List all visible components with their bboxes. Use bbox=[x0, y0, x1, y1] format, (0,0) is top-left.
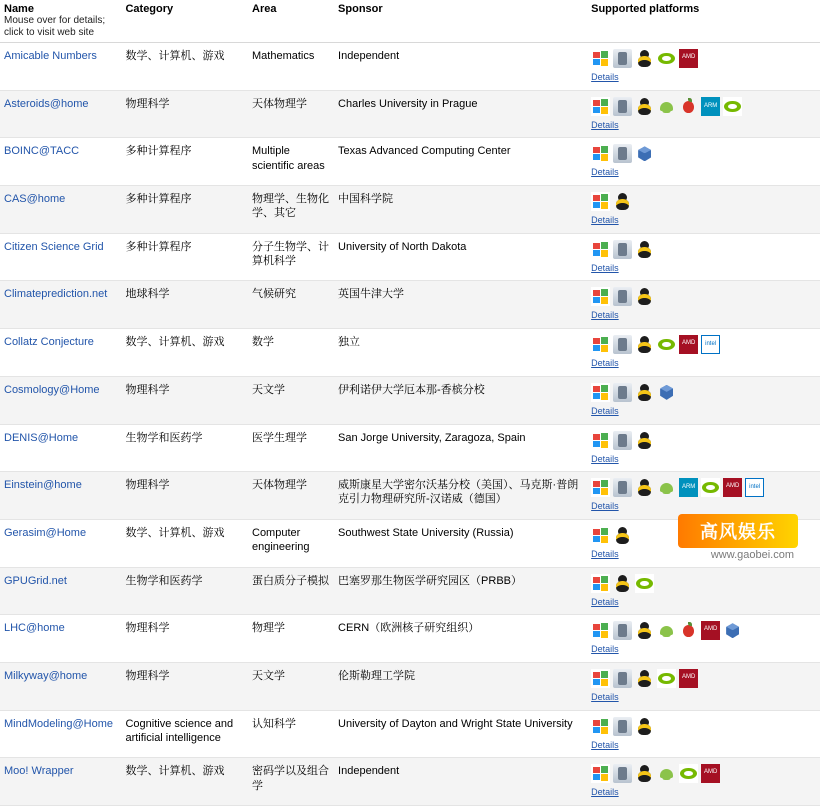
project-sponsor-cell: 威斯康星大学密尔沃基分校（美国）、马克斯·普朗克引力物理研究所-汉诺威（德国） bbox=[334, 472, 587, 520]
details-link[interactable]: Details bbox=[591, 310, 619, 321]
column-header-name-label: Name bbox=[4, 3, 34, 15]
platform-icon-list bbox=[591, 335, 816, 356]
virtualbox-icon bbox=[657, 383, 676, 402]
project-platforms-cell bbox=[587, 329, 820, 377]
nvidia-gpu-icon bbox=[657, 49, 676, 68]
mac-icon bbox=[613, 478, 632, 497]
project-link[interactable]: Gerasim@Home bbox=[4, 526, 87, 539]
platform-icon-list bbox=[591, 764, 816, 785]
platform-icon-list bbox=[591, 287, 816, 308]
nvidia-gpu-icon bbox=[657, 669, 676, 688]
project-link[interactable]: BOINC@TACC bbox=[4, 145, 80, 158]
table-row bbox=[0, 376, 820, 424]
watermark-site-text: www.gaobei.com bbox=[710, 549, 794, 561]
linux-icon bbox=[613, 574, 632, 593]
project-platforms-cell bbox=[587, 138, 820, 186]
platform-icon-list bbox=[591, 97, 816, 118]
android-icon bbox=[657, 97, 676, 116]
details-link[interactable]: Details bbox=[591, 691, 619, 702]
windows-icon bbox=[591, 526, 610, 545]
project-name-cell bbox=[0, 758, 121, 806]
project-area-cell: 数学 bbox=[248, 329, 334, 377]
windows-icon bbox=[591, 621, 610, 640]
column-header-category: Category bbox=[121, 0, 248, 43]
linux-icon bbox=[613, 192, 632, 211]
project-platforms-cell bbox=[587, 662, 820, 710]
project-area-cell: 物理学 bbox=[248, 615, 334, 663]
project-sponsor-cell: CERN（欧洲核子研究组织） bbox=[334, 615, 587, 663]
windows-icon bbox=[591, 383, 610, 402]
project-sponsor-cell: 伦斯勒理工学院 bbox=[334, 662, 587, 710]
intel-gpu-icon bbox=[701, 335, 720, 354]
table-body bbox=[0, 43, 820, 806]
mac-icon bbox=[613, 335, 632, 354]
project-name-cell bbox=[0, 519, 121, 567]
amd-gpu-icon bbox=[679, 669, 698, 688]
linux-icon bbox=[635, 764, 654, 783]
mac-icon bbox=[613, 287, 632, 306]
project-category-cell: 生物学和医药学 bbox=[121, 567, 248, 615]
mac-icon bbox=[613, 383, 632, 402]
linux-icon bbox=[635, 669, 654, 688]
project-area-cell: 天体物理学 bbox=[248, 90, 334, 138]
project-name-cell bbox=[0, 424, 121, 472]
nvidia-gpu-icon bbox=[701, 478, 720, 497]
watermark-logo-text: 高风娱乐 bbox=[700, 522, 776, 542]
nvidia-gpu-icon bbox=[657, 335, 676, 354]
table-row bbox=[0, 472, 820, 520]
amd-gpu-icon bbox=[679, 49, 698, 68]
mac-icon bbox=[613, 621, 632, 640]
platform-icon-list bbox=[591, 49, 816, 70]
project-name-cell bbox=[0, 567, 121, 615]
project-name-cell bbox=[0, 43, 121, 91]
project-category-cell: 数学、计算机、游戏 bbox=[121, 329, 248, 377]
platform-icon-list bbox=[591, 669, 816, 690]
details-link[interactable]: Details bbox=[591, 596, 619, 607]
project-name-cell bbox=[0, 233, 121, 281]
apple-icon bbox=[679, 621, 698, 640]
project-area-cell: 密码学以及组合学 bbox=[248, 758, 334, 806]
project-area-cell: 天文学 bbox=[248, 376, 334, 424]
windows-icon bbox=[591, 669, 610, 688]
linux-icon bbox=[635, 287, 654, 306]
mac-icon bbox=[613, 144, 632, 163]
project-name-cell bbox=[0, 472, 121, 520]
windows-icon bbox=[591, 97, 610, 116]
project-category-cell: 多种计算程序 bbox=[121, 233, 248, 281]
project-platforms-cell bbox=[587, 281, 820, 329]
project-name-cell bbox=[0, 615, 121, 663]
details-link[interactable]: Details bbox=[591, 787, 619, 798]
mac-icon bbox=[613, 97, 632, 116]
project-name-cell bbox=[0, 376, 121, 424]
project-category-cell: 多种计算程序 bbox=[121, 138, 248, 186]
project-area-cell: 医学生理学 bbox=[248, 424, 334, 472]
project-sponsor-cell: University of Dayton and Wright State University bbox=[334, 710, 587, 758]
platform-icon-list bbox=[591, 717, 816, 738]
table-row bbox=[0, 758, 820, 806]
table-row bbox=[0, 281, 820, 329]
project-link[interactable]: LHC@home bbox=[4, 622, 65, 635]
project-category-cell: 物理科学 bbox=[121, 472, 248, 520]
details-link[interactable]: Details bbox=[591, 167, 619, 178]
nvidia-gpu-icon bbox=[679, 764, 698, 783]
table-row bbox=[0, 662, 820, 710]
mac-icon bbox=[613, 717, 632, 736]
mac-icon bbox=[613, 240, 632, 259]
platform-icon-list bbox=[591, 431, 816, 452]
platform-icon-list bbox=[591, 192, 816, 213]
column-header-area: Area bbox=[248, 0, 334, 43]
column-header-name-hint: Mouse over for details; click to visit web site bbox=[4, 15, 106, 38]
project-platforms-cell bbox=[587, 472, 820, 520]
project-category-cell: 物理科学 bbox=[121, 376, 248, 424]
project-area-cell: 天体物理学 bbox=[248, 472, 334, 520]
windows-icon bbox=[591, 478, 610, 497]
table-row bbox=[0, 615, 820, 663]
project-sponsor-cell: Southwest State University (Russia) bbox=[334, 519, 587, 567]
project-link[interactable]: Einstein@home bbox=[4, 479, 82, 492]
project-area-cell: 蛋白质分子模拟 bbox=[248, 567, 334, 615]
project-category-cell: 物理科学 bbox=[121, 90, 248, 138]
windows-icon bbox=[591, 431, 610, 450]
amd-gpu-icon bbox=[723, 478, 742, 497]
arm-icon bbox=[679, 478, 698, 497]
linux-icon bbox=[635, 621, 654, 640]
platform-icon-list bbox=[591, 144, 816, 165]
project-platforms-cell bbox=[587, 424, 820, 472]
project-link[interactable]: Citizen Science Grid bbox=[4, 240, 104, 253]
details-link[interactable]: Details bbox=[591, 215, 619, 226]
mac-icon bbox=[613, 669, 632, 688]
column-header-name bbox=[0, 0, 121, 43]
project-link[interactable]: Collatz Conjecture bbox=[4, 336, 94, 349]
mac-icon bbox=[613, 431, 632, 450]
project-name-cell bbox=[0, 138, 121, 186]
project-name-cell bbox=[0, 281, 121, 329]
project-sponsor-cell: San Jorge University, Zaragoza, Spain bbox=[334, 424, 587, 472]
details-link[interactable]: Details bbox=[591, 644, 619, 655]
details-link[interactable]: Details bbox=[591, 501, 619, 512]
amd-gpu-icon bbox=[701, 764, 720, 783]
project-category-cell: 数学、计算机、游戏 bbox=[121, 758, 248, 806]
project-link[interactable]: Amicable Numbers bbox=[4, 50, 97, 62]
project-category-cell: 物理科学 bbox=[121, 662, 248, 710]
project-sponsor-cell: Independent bbox=[334, 43, 587, 91]
project-area-cell: 分子生物学、计算机科学 bbox=[248, 233, 334, 281]
windows-icon bbox=[591, 144, 610, 163]
project-area-cell: Mathematics bbox=[248, 43, 334, 91]
table-row bbox=[0, 424, 820, 472]
windows-icon bbox=[591, 574, 610, 593]
project-link[interactable]: GPUGrid.net bbox=[4, 574, 67, 587]
platform-icon-list bbox=[591, 478, 816, 499]
linux-icon bbox=[613, 526, 632, 545]
watermark-logo bbox=[678, 514, 798, 548]
column-header-platforms: Supported platforms bbox=[587, 0, 820, 43]
mac-icon bbox=[613, 764, 632, 783]
arm-icon bbox=[701, 97, 720, 116]
details-link[interactable]: Details bbox=[591, 119, 619, 130]
platform-icon-list bbox=[591, 383, 816, 404]
project-platforms-cell bbox=[587, 710, 820, 758]
project-category-cell: 数学、计算机、游戏 bbox=[121, 43, 248, 91]
table-row bbox=[0, 710, 820, 758]
windows-icon bbox=[591, 240, 610, 259]
project-name-cell bbox=[0, 329, 121, 377]
project-sponsor-cell: 中国科学院 bbox=[334, 186, 587, 234]
project-sponsor-cell: 独立 bbox=[334, 329, 587, 377]
apple-icon bbox=[679, 97, 698, 116]
details-link[interactable]: Details bbox=[591, 262, 619, 273]
windows-icon bbox=[591, 717, 610, 736]
project-link[interactable]: CAS@home bbox=[4, 193, 66, 206]
windows-icon bbox=[591, 764, 610, 783]
details-link[interactable]: Details bbox=[591, 358, 619, 369]
project-platforms-cell bbox=[587, 567, 820, 615]
table-row bbox=[0, 329, 820, 377]
project-link[interactable]: Asteroids@home bbox=[4, 97, 89, 110]
project-platforms-cell bbox=[587, 90, 820, 138]
windows-icon bbox=[591, 287, 610, 306]
platform-icon-list bbox=[591, 574, 816, 595]
project-area-cell: 认知科学 bbox=[248, 710, 334, 758]
project-platforms-cell bbox=[587, 615, 820, 663]
project-link[interactable]: Moo! Wrapper bbox=[4, 765, 74, 778]
mac-icon bbox=[613, 49, 632, 68]
virtualbox-icon bbox=[635, 144, 654, 163]
project-platforms-cell bbox=[587, 758, 820, 806]
table-header-row bbox=[0, 0, 820, 43]
table-row bbox=[0, 90, 820, 138]
windows-icon bbox=[591, 49, 610, 68]
android-icon bbox=[657, 764, 676, 783]
details-link[interactable]: Details bbox=[591, 548, 619, 559]
project-area-cell: 物理学、生物化学、其它 bbox=[248, 186, 334, 234]
project-name-cell bbox=[0, 710, 121, 758]
linux-icon bbox=[635, 383, 654, 402]
virtualbox-icon bbox=[723, 621, 742, 640]
project-link[interactable]: MindModeling@Home bbox=[4, 717, 113, 730]
project-area-cell: Multiple scientific areas bbox=[248, 138, 334, 186]
project-platforms-cell bbox=[587, 43, 820, 91]
details-link[interactable]: Details bbox=[591, 739, 619, 750]
project-sponsor-cell: 伊利诺伊大学厄本那-香槟分校 bbox=[334, 376, 587, 424]
project-platforms-cell bbox=[587, 233, 820, 281]
project-sponsor-cell: Texas Advanced Computing Center bbox=[334, 138, 587, 186]
project-sponsor-cell: 巴塞罗那生物医学研究园区（PRBB） bbox=[334, 567, 587, 615]
windows-icon bbox=[591, 335, 610, 354]
project-area-cell: 天文学 bbox=[248, 662, 334, 710]
platform-icon-list bbox=[591, 240, 816, 261]
project-category-cell: 多种计算程序 bbox=[121, 186, 248, 234]
linux-icon bbox=[635, 431, 654, 450]
amd-gpu-icon bbox=[701, 621, 720, 640]
project-sponsor-cell: 英国牛津大学 bbox=[334, 281, 587, 329]
project-link[interactable]: Climateprediction.net bbox=[4, 288, 108, 301]
linux-icon bbox=[635, 49, 654, 68]
project-category-cell: 生物学和医药学 bbox=[121, 424, 248, 472]
table-row bbox=[0, 186, 820, 234]
table-row bbox=[0, 138, 820, 186]
platform-icon-list bbox=[591, 621, 816, 642]
details-link[interactable]: Details bbox=[591, 405, 619, 416]
project-category-cell: Cognitive science and artificial intelligence bbox=[121, 710, 248, 758]
linux-icon bbox=[635, 478, 654, 497]
nvidia-gpu-icon bbox=[635, 574, 654, 593]
project-link[interactable]: DENIS@Home bbox=[4, 431, 79, 444]
project-area-cell: 气候研究 bbox=[248, 281, 334, 329]
linux-icon bbox=[635, 240, 654, 259]
android-icon bbox=[657, 478, 676, 497]
project-name-cell bbox=[0, 186, 121, 234]
nvidia-gpu-icon bbox=[723, 97, 742, 116]
project-platforms-cell bbox=[587, 376, 820, 424]
project-platforms-cell bbox=[587, 186, 820, 234]
windows-icon bbox=[591, 192, 610, 211]
details-link[interactable]: Details bbox=[591, 72, 619, 82]
project-category-cell: 地球科学 bbox=[121, 281, 248, 329]
details-link[interactable]: Details bbox=[591, 453, 619, 464]
project-name-cell bbox=[0, 90, 121, 138]
project-sponsor-cell: Independent bbox=[334, 758, 587, 806]
linux-icon bbox=[635, 97, 654, 116]
linux-icon bbox=[635, 335, 654, 354]
project-category-cell: 数学、计算机、游戏 bbox=[121, 519, 248, 567]
intel-gpu-icon bbox=[745, 478, 764, 497]
project-area-cell: Computer engineering bbox=[248, 519, 334, 567]
project-link[interactable]: Cosmology@Home bbox=[4, 383, 100, 396]
project-category-cell: 物理科学 bbox=[121, 615, 248, 663]
table-row bbox=[0, 233, 820, 281]
column-header-sponsor: Sponsor bbox=[334, 0, 587, 43]
android-icon bbox=[657, 621, 676, 640]
amd-gpu-icon bbox=[679, 335, 698, 354]
table-row bbox=[0, 43, 820, 91]
project-sponsor-cell: University of North Dakota bbox=[334, 233, 587, 281]
linux-icon bbox=[635, 717, 654, 736]
project-name-cell bbox=[0, 662, 121, 710]
project-sponsor-cell: Charles University in Prague bbox=[334, 90, 587, 138]
table-row bbox=[0, 567, 820, 615]
project-link[interactable]: Milkyway@home bbox=[4, 669, 88, 682]
